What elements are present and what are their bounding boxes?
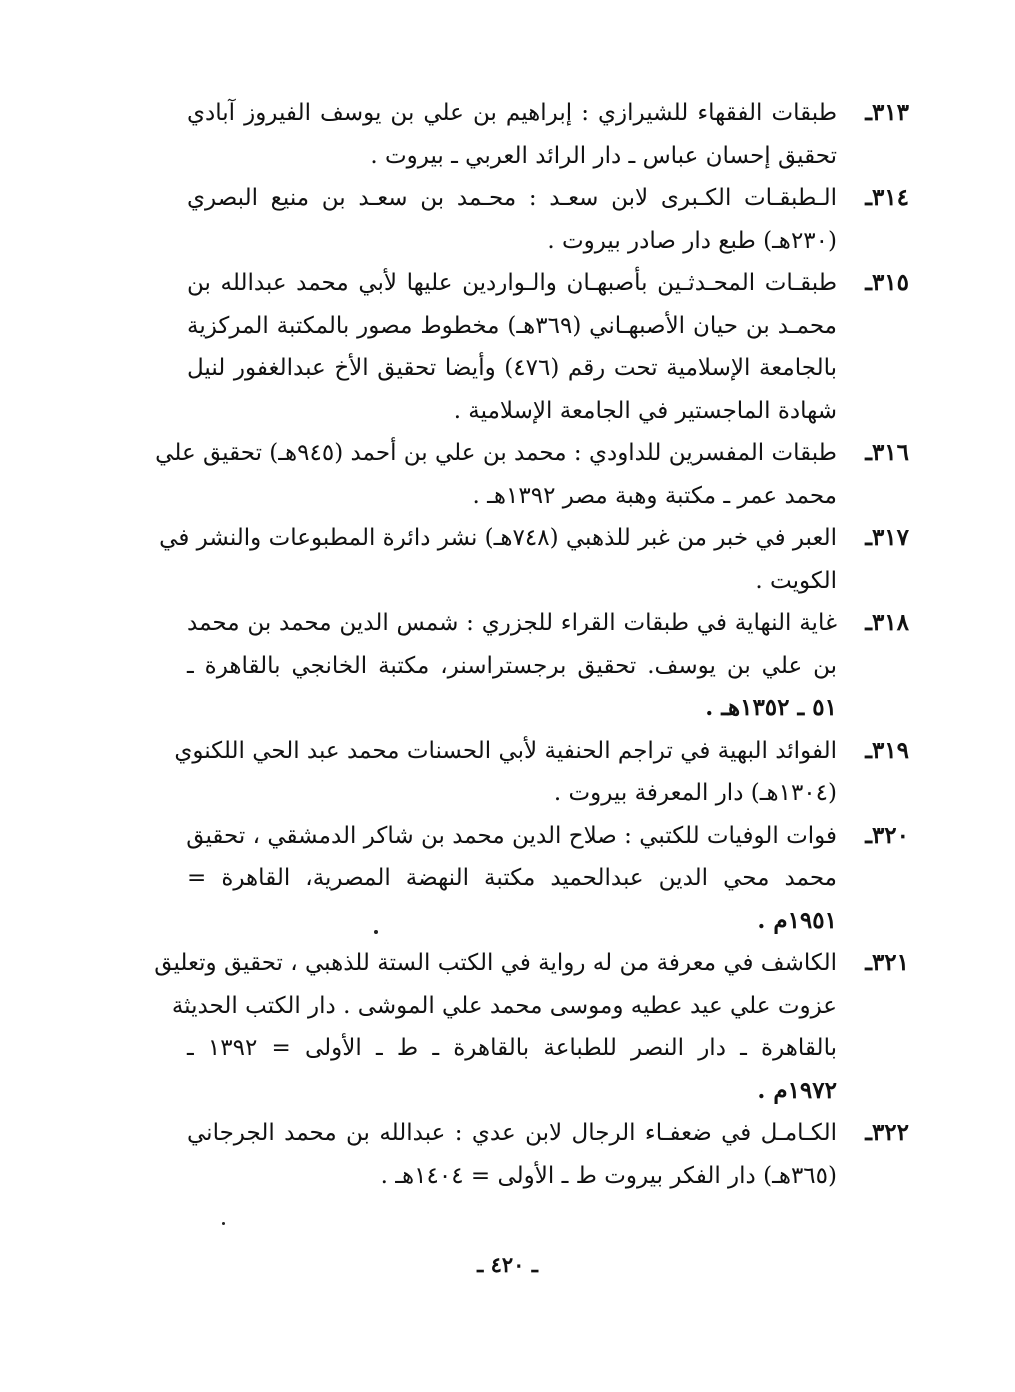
entry-line: تحقيق إحسان عباس ـ دار الرائد العربي ـ بيروت . [370, 142, 837, 169]
bibliography-entry [159, 517, 909, 602]
entry-line: غاية النهاية في طبقات القراء للجزري : شمس الدين محمد بن محمد [187, 610, 837, 636]
entry-number: ٣١٤ـ [865, 184, 909, 211]
bibliography-entry [186, 815, 909, 943]
entry-line: (٢٣٠هـ) طبع دار صادر بيروت . [547, 227, 837, 254]
page-number: ـ ٤٢٠ ـ [477, 1252, 538, 1277]
entry-line: الفوائد البهية في تراجم الحنفية لأبي الحسنات محمد عبد الحي اللكنوي [174, 737, 837, 764]
entry-line: ١٩٧٢م . [757, 1076, 837, 1104]
entry-number: ٣١٩ـ [865, 736, 909, 764]
entry-line: ١٩٥١م . [757, 906, 837, 934]
bibliography-entry [187, 177, 909, 262]
entry-line: بالقاهرة ـ دار النصر للطباعة بالقاهرة ـ ط ـ الأولى = ١٣٩٢ ـ [187, 1035, 837, 1061]
entry-number: ٣٢٢ـ [865, 1119, 909, 1146]
entry-line: الـطبقـات الكـبرى لابن سعـد : محـمد بن سعـد بن منيع البصري [187, 185, 837, 211]
entry-line: الكويت . [755, 567, 837, 594]
entry-line: (١٣٠٤هـ) دار المعرفة بيروت . [553, 780, 837, 806]
entry-number: ٣١٥ـ [865, 269, 909, 296]
entry-number: ٣١٦ـ [865, 439, 909, 466]
bibliography-entry [155, 432, 909, 517]
bibliography-entry [187, 602, 909, 730]
entry-line: طبقات المفسرين للداودي : محمد بن علي بن أحمد (٩٤٥هـ) تحقيق علي [155, 440, 837, 466]
bibliography-entry [187, 1112, 909, 1197]
entry-number: ٣٢١ـ [865, 949, 909, 976]
entry-line: عزوت علي عيد عطيه وموسى محمد علي الموشى . دار الكتب الحديثة [171, 992, 837, 1019]
entry-line: العبر في خبر من غبر للذهبي (٧٤٨هـ) نشر دائرة المطبوعات والنشر في [159, 525, 837, 551]
entry-line: فوات الوفيات للكتبي : صلاح الدين محمد بن شاكر الدمشقي ، تحقيق [186, 822, 837, 849]
bibliography-entry [187, 262, 909, 432]
entry-number: ٣١٧ـ [865, 524, 909, 551]
bibliography-entry [187, 92, 909, 177]
entry-line: محمد محي الدين عبدالحميد مكتبة النهضة المصرية، القاهرة = [187, 865, 837, 891]
entry-line: بالجامعة الإسلامية تحت رقم (٤٧٦) وأيضا تحقيق الأخ عبدالغفور لنيل [187, 355, 837, 381]
entry-line: الكـامـل في ضعفـاء الرجال لابن عدي : عبدالله بن محمد الجرجاني [187, 1120, 837, 1146]
entry-line: بن علي بن يوسف. تحقيق برجستراسنر، مكتبة الخانجي بالقاهرة ـ [187, 652, 837, 679]
entry-line: (٣٦٥هـ) دار الفكر بيروت ط ـ الأولى = ١٤٠٤هـ . [380, 1162, 837, 1189]
entry-line: طبقات الفقهاء للشيرازي : إبراهيم بن علي بن يوسف الفيروز آبادي [187, 100, 837, 126]
entry-number: ٣١٣ـ [865, 99, 909, 126]
bibliography-entry [154, 942, 909, 1112]
entry-number: ٣٢٠ـ [865, 821, 909, 849]
entry-line: ٥١ ـ ١٣٥٢هـ . [705, 694, 837, 721]
ink-speck [222, 1222, 225, 1225]
entry-line: محمـد بن حيان الأصبهـاني (٣٦٩هـ) مخطوط مصور بالمكتبة المركزية [187, 312, 837, 339]
entry-number: ٣١٨ـ [865, 609, 909, 636]
entry-line: محمد عمر ـ مكتبة وهبة مصر ١٣٩٢هـ . [472, 482, 837, 509]
bibliography-entry [174, 730, 909, 815]
ink-speck [374, 930, 378, 934]
bibliography-list [154, 92, 909, 1197]
entry-line: الكاشف في معرفة من له رواية في الكتب الستة للذهبي ، تحقيق وتعليق [154, 950, 837, 976]
entry-line: طبقـات المحـدثـين بأصبهـان والـواردين عليها لأبي محمد عبدالله بن [187, 270, 837, 296]
entry-line: شهادة الماجستير في الجامعة الإسلامية . [453, 397, 837, 424]
